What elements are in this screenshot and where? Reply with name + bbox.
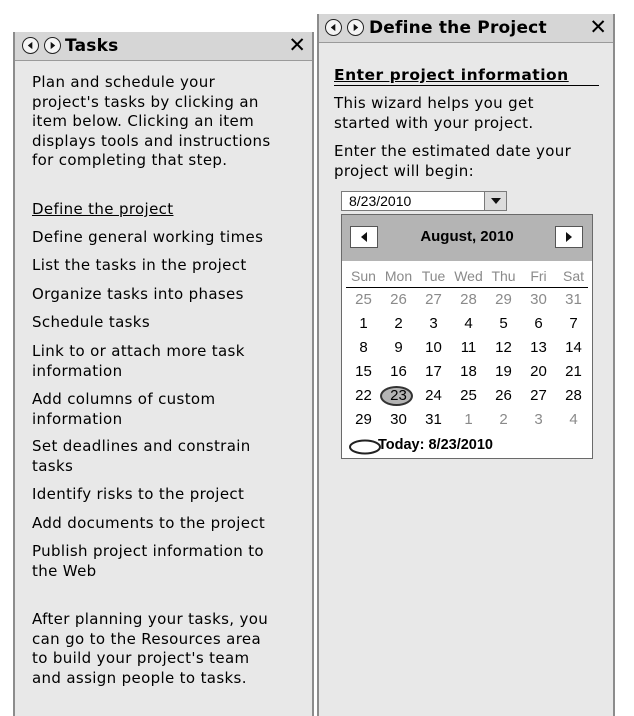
calendar-day[interactable]: 3 — [534, 411, 543, 428]
calendar-day[interactable]: 21 — [565, 363, 582, 380]
calendar-week-row — [346, 408, 590, 432]
weekday-header-row — [346, 264, 590, 288]
forward-icon[interactable] — [347, 19, 364, 36]
weekday-label: Fri — [530, 268, 547, 284]
weekday-label: Tue — [421, 268, 446, 284]
back-icon[interactable] — [325, 19, 342, 36]
calendar-day[interactable]: 14 — [565, 339, 582, 356]
back-icon[interactable] — [22, 37, 39, 54]
calendar-day[interactable]: 29 — [495, 291, 512, 308]
date-dropdown-button[interactable] — [484, 192, 506, 210]
calendar-day[interactable]: 30 — [530, 291, 547, 308]
calendar-day[interactable]: 27 — [425, 291, 442, 308]
weekday-label: Wed — [454, 268, 483, 284]
calendar-day[interactable]: 31 — [565, 291, 582, 308]
calendar-day-selected[interactable]: 23 — [381, 384, 416, 408]
calendar-day[interactable]: 31 — [425, 411, 442, 428]
calendar-week-row — [346, 336, 590, 360]
date-prompt: Enter the estimated date your project will begin: — [334, 142, 572, 180]
task-publish-web[interactable]: Publish project information to the Web — [32, 542, 264, 580]
calendar-header — [342, 215, 592, 261]
calendar-day[interactable]: 7 — [569, 315, 578, 332]
task-organize-phases[interactable]: Organize tasks into phases — [32, 285, 244, 303]
calendar-day[interactable]: 27 — [530, 387, 547, 404]
calendar-grid — [346, 264, 590, 432]
calendar-day[interactable]: 20 — [530, 363, 547, 380]
chevron-down-icon — [491, 198, 501, 204]
calendar-day[interactable]: 1 — [359, 315, 368, 332]
calendar-day[interactable]: 13 — [530, 339, 547, 356]
task-list-tasks[interactable]: List the tasks in the project — [32, 256, 247, 274]
start-date-value: 8/23/2010 — [349, 193, 412, 209]
calendar-day[interactable]: 5 — [499, 315, 508, 332]
calendar-day[interactable]: 22 — [355, 387, 372, 404]
chevron-right-icon — [566, 232, 572, 242]
define-project-pane — [317, 14, 615, 716]
calendar-week-row — [346, 384, 590, 408]
start-date-input[interactable] — [341, 191, 507, 211]
today-label: Today: 8/23/2010 — [378, 437, 493, 453]
calendar-day[interactable]: 6 — [534, 315, 543, 332]
task-schedule[interactable]: Schedule tasks — [32, 313, 150, 331]
task-identify-risks[interactable]: Identify risks to the project — [32, 485, 245, 503]
today-link[interactable] — [348, 437, 493, 453]
calendar-day[interactable]: 4 — [569, 411, 578, 428]
calendar-day[interactable]: 26 — [495, 387, 512, 404]
calendar-day[interactable]: 16 — [390, 363, 407, 380]
calendar-day[interactable]: 12 — [495, 339, 512, 356]
calendar-day[interactable]: 24 — [425, 387, 442, 404]
tasks-titlebar — [15, 32, 312, 61]
calendar-day[interactable]: 18 — [460, 363, 477, 380]
calendar-week-row — [346, 312, 590, 336]
calendar-day[interactable]: 17 — [425, 363, 442, 380]
weekday-label: Mon — [384, 268, 413, 284]
calendar-week-row — [346, 288, 590, 312]
tasks-title: Tasks — [65, 36, 119, 56]
close-icon[interactable]: ✕ — [288, 33, 306, 57]
weekday-label: Thu — [491, 268, 516, 284]
calendar-day[interactable]: 26 — [390, 291, 407, 308]
task-define-project[interactable]: Define the project — [32, 200, 174, 218]
calendar-day[interactable]: 9 — [394, 339, 403, 356]
wizard-description: This wizard helps you get started with your project. — [334, 94, 534, 132]
calendar-day[interactable]: 25 — [460, 387, 477, 404]
calendar-day[interactable]: 11 — [460, 339, 477, 356]
calendar-week-row — [346, 360, 590, 384]
calendar-day[interactable]: 3 — [429, 315, 438, 332]
calendar-day[interactable]: 8 — [359, 339, 368, 356]
today-circle-icon — [348, 439, 382, 455]
month-label: August, 2010 — [420, 228, 514, 245]
calendar-day[interactable]: 15 — [355, 363, 372, 380]
define-title: Define the Project — [369, 18, 547, 38]
calendar-day[interactable]: 29 — [355, 411, 372, 428]
tasks-pane — [13, 32, 314, 716]
weekday-label: Sat — [562, 268, 584, 284]
weekday-divider — [346, 287, 588, 288]
calendar-day[interactable]: 2 — [499, 411, 508, 428]
calendar-day[interactable]: 2 — [394, 315, 403, 332]
task-add-documents[interactable]: Add documents to the project — [32, 514, 266, 532]
section-heading: Enter project information — [334, 66, 569, 84]
calendar-day[interactable]: 19 — [495, 363, 512, 380]
tasks-outro: After planning your tasks, you can go to the Resources area to build your project's team and assign people to tasks. — [32, 610, 269, 687]
define-titlebar — [319, 14, 613, 43]
heading-underline — [334, 85, 599, 86]
task-link-attach[interactable]: Link to or attach more task information — [32, 342, 245, 380]
next-month-button[interactable] — [555, 226, 583, 248]
close-icon[interactable]: ✕ — [589, 15, 607, 39]
calendar-day[interactable]: 30 — [390, 411, 407, 428]
tasks-intro: Plan and schedule your project's tasks by clicking an item below. Clicking an item displays tools and instructions for completing that step. — [32, 73, 271, 169]
forward-icon[interactable] — [44, 37, 61, 54]
calendar-day[interactable]: 28 — [460, 291, 477, 308]
calendar-day[interactable]: 4 — [464, 315, 473, 332]
task-working-times[interactable]: Define general working times — [32, 228, 264, 246]
calendar-day[interactable]: 1 — [464, 411, 473, 428]
calendar-day[interactable]: 10 — [425, 339, 442, 356]
calendar-day[interactable]: 25 — [355, 291, 372, 308]
weekday-label: Sun — [351, 268, 376, 284]
task-custom-columns[interactable]: Add columns of custom information — [32, 390, 216, 428]
date-picker-calendar[interactable] — [341, 214, 593, 459]
task-deadlines[interactable]: Set deadlines and constrain tasks — [32, 437, 251, 475]
calendar-day[interactable]: 28 — [565, 387, 582, 404]
